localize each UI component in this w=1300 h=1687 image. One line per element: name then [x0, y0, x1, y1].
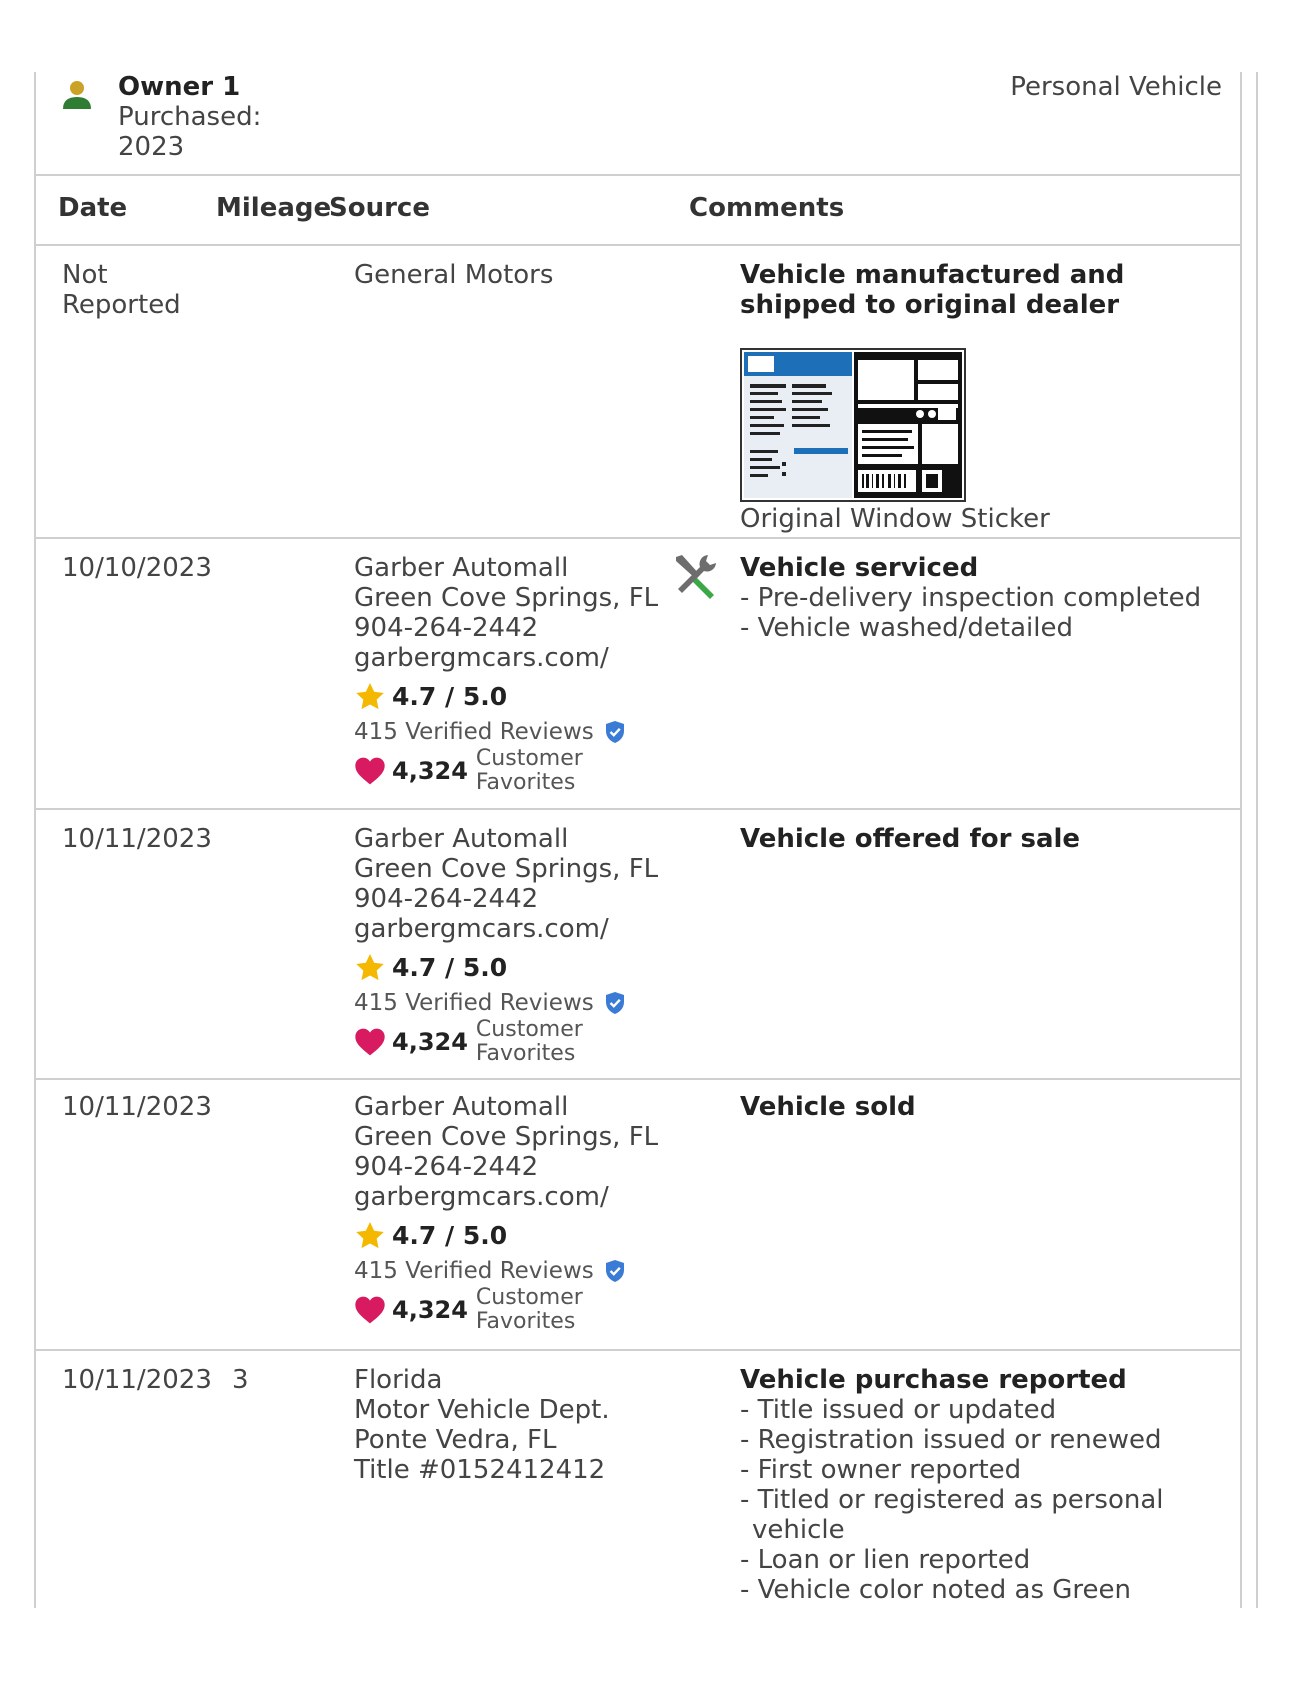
dealer-website[interactable]: garbergmcars.com/: [354, 1182, 609, 1212]
row-date: 10/11/2023: [62, 1365, 212, 1395]
row-source: [354, 824, 684, 1066]
star-icon: [354, 952, 386, 984]
table-row: [36, 810, 1240, 1080]
comment-item: - Title issued or updated: [740, 1395, 1057, 1425]
dealer-location: Green Cove Springs, FL: [354, 854, 659, 884]
table-row: [36, 1080, 1240, 1351]
verified-shield-icon: [604, 1259, 626, 1283]
dealer-phone[interactable]: 904-264-2442: [354, 884, 539, 914]
row-source: [354, 553, 684, 795]
dealer-location: Green Cove Springs, FL: [354, 1122, 659, 1152]
row-date: 10/11/2023: [62, 1092, 212, 1122]
comment-item: - Titled or registered as personal vehicle: [740, 1485, 1164, 1545]
row-comments: [740, 553, 1230, 643]
table-row: [36, 539, 1240, 810]
col-date: Date: [58, 193, 128, 223]
comment-title: Vehicle manufactured and shipped to original dealer: [740, 260, 1125, 320]
owner-info: [118, 72, 261, 162]
comment-item: - Registration issued or renewed: [740, 1425, 1162, 1455]
row-date: 10/11/2023: [62, 824, 212, 854]
dealer-reviews[interactable]: 415 Verified Reviews: [354, 988, 684, 1018]
dealer-name[interactable]: Garber Automall: [354, 1092, 569, 1122]
dealer-website[interactable]: garbergmcars.com/: [354, 914, 609, 944]
owner-purchased-year: 2023: [118, 132, 185, 162]
service-tools-icon: [670, 551, 720, 608]
row-date: 10/10/2023: [62, 553, 212, 583]
dealer-favorites: 4,324 Customer Favorites: [354, 1286, 684, 1334]
dealer-reviews[interactable]: 415 Verified Reviews: [354, 717, 684, 747]
heart-icon: [354, 756, 386, 786]
vehicle-type: Personal Vehicle: [1010, 72, 1222, 102]
heart-icon: [354, 1027, 386, 1057]
table-header: [36, 176, 1240, 246]
dealer-favorites: 4,324 Customer Favorites: [354, 1018, 684, 1066]
verified-shield-icon: [604, 720, 626, 744]
comment-item: - Vehicle color noted as Green: [740, 1575, 1132, 1605]
dealer-website[interactable]: garbergmcars.com/: [354, 643, 609, 673]
dealer-reviews[interactable]: 415 Verified Reviews: [354, 1256, 684, 1286]
dealer-name[interactable]: Garber Automall: [354, 553, 569, 583]
comment-item: - First owner reported: [740, 1455, 1022, 1485]
dealer-rating: 4.7 / 5.0: [354, 1220, 684, 1252]
heart-icon: [354, 1295, 386, 1325]
comment-item: - Vehicle washed/detailed: [740, 613, 1073, 643]
col-mileage: Mileage: [216, 193, 332, 223]
comment-title: Vehicle sold: [740, 1092, 916, 1122]
dealer-rating: 4.7 / 5.0: [354, 681, 684, 713]
window-sticker-thumbnail[interactable]: [740, 348, 966, 502]
owner-name: Owner 1: [118, 72, 241, 102]
table-row: [36, 1351, 1240, 1608]
comment-item: - Loan or lien reported: [740, 1545, 1031, 1575]
dealer-name[interactable]: Garber Automall: [354, 824, 569, 854]
dealer-rating: 4.7 / 5.0: [354, 952, 684, 984]
dealer-location: Green Cove Springs, FL: [354, 583, 659, 613]
comment-title: Vehicle offered for sale: [740, 824, 1081, 854]
dealer-phone[interactable]: 904-264-2442: [354, 1152, 539, 1182]
verified-shield-icon: [604, 991, 626, 1015]
owner-purchased-label: Purchased:: [118, 102, 262, 132]
window-sticker-link[interactable]: Original Window Sticker: [740, 504, 1050, 534]
dealer-phone[interactable]: 904-264-2442: [354, 613, 539, 643]
col-comments: Comments: [689, 193, 845, 223]
comment-title: Vehicle serviced: [740, 553, 979, 583]
dealer-favorites: 4,324 Customer Favorites: [354, 747, 684, 795]
owner-section: [36, 72, 1240, 176]
row-mileage: 3: [232, 1365, 249, 1395]
row-comments: [740, 1092, 1230, 1122]
star-icon: [354, 681, 386, 713]
row-date: Not Reported: [62, 260, 181, 320]
row-source: Florida Motor Vehicle Dept. Ponte Vedra, FL Title #0152412412: [354, 1365, 610, 1485]
row-comments: [740, 260, 1230, 534]
person-icon: [60, 78, 94, 116]
row-comments: [740, 824, 1230, 854]
scrollbar-track: [1256, 72, 1258, 1608]
star-icon: [354, 1220, 386, 1252]
col-source: Source: [329, 193, 430, 223]
comment-title: Vehicle purchase reported: [740, 1365, 1127, 1395]
comment-item: - Pre-delivery inspection completed: [740, 583, 1202, 613]
row-comments: [740, 1365, 1230, 1605]
table-row: [36, 246, 1240, 539]
row-source: [354, 1092, 684, 1334]
row-source: General Motors: [354, 260, 554, 290]
